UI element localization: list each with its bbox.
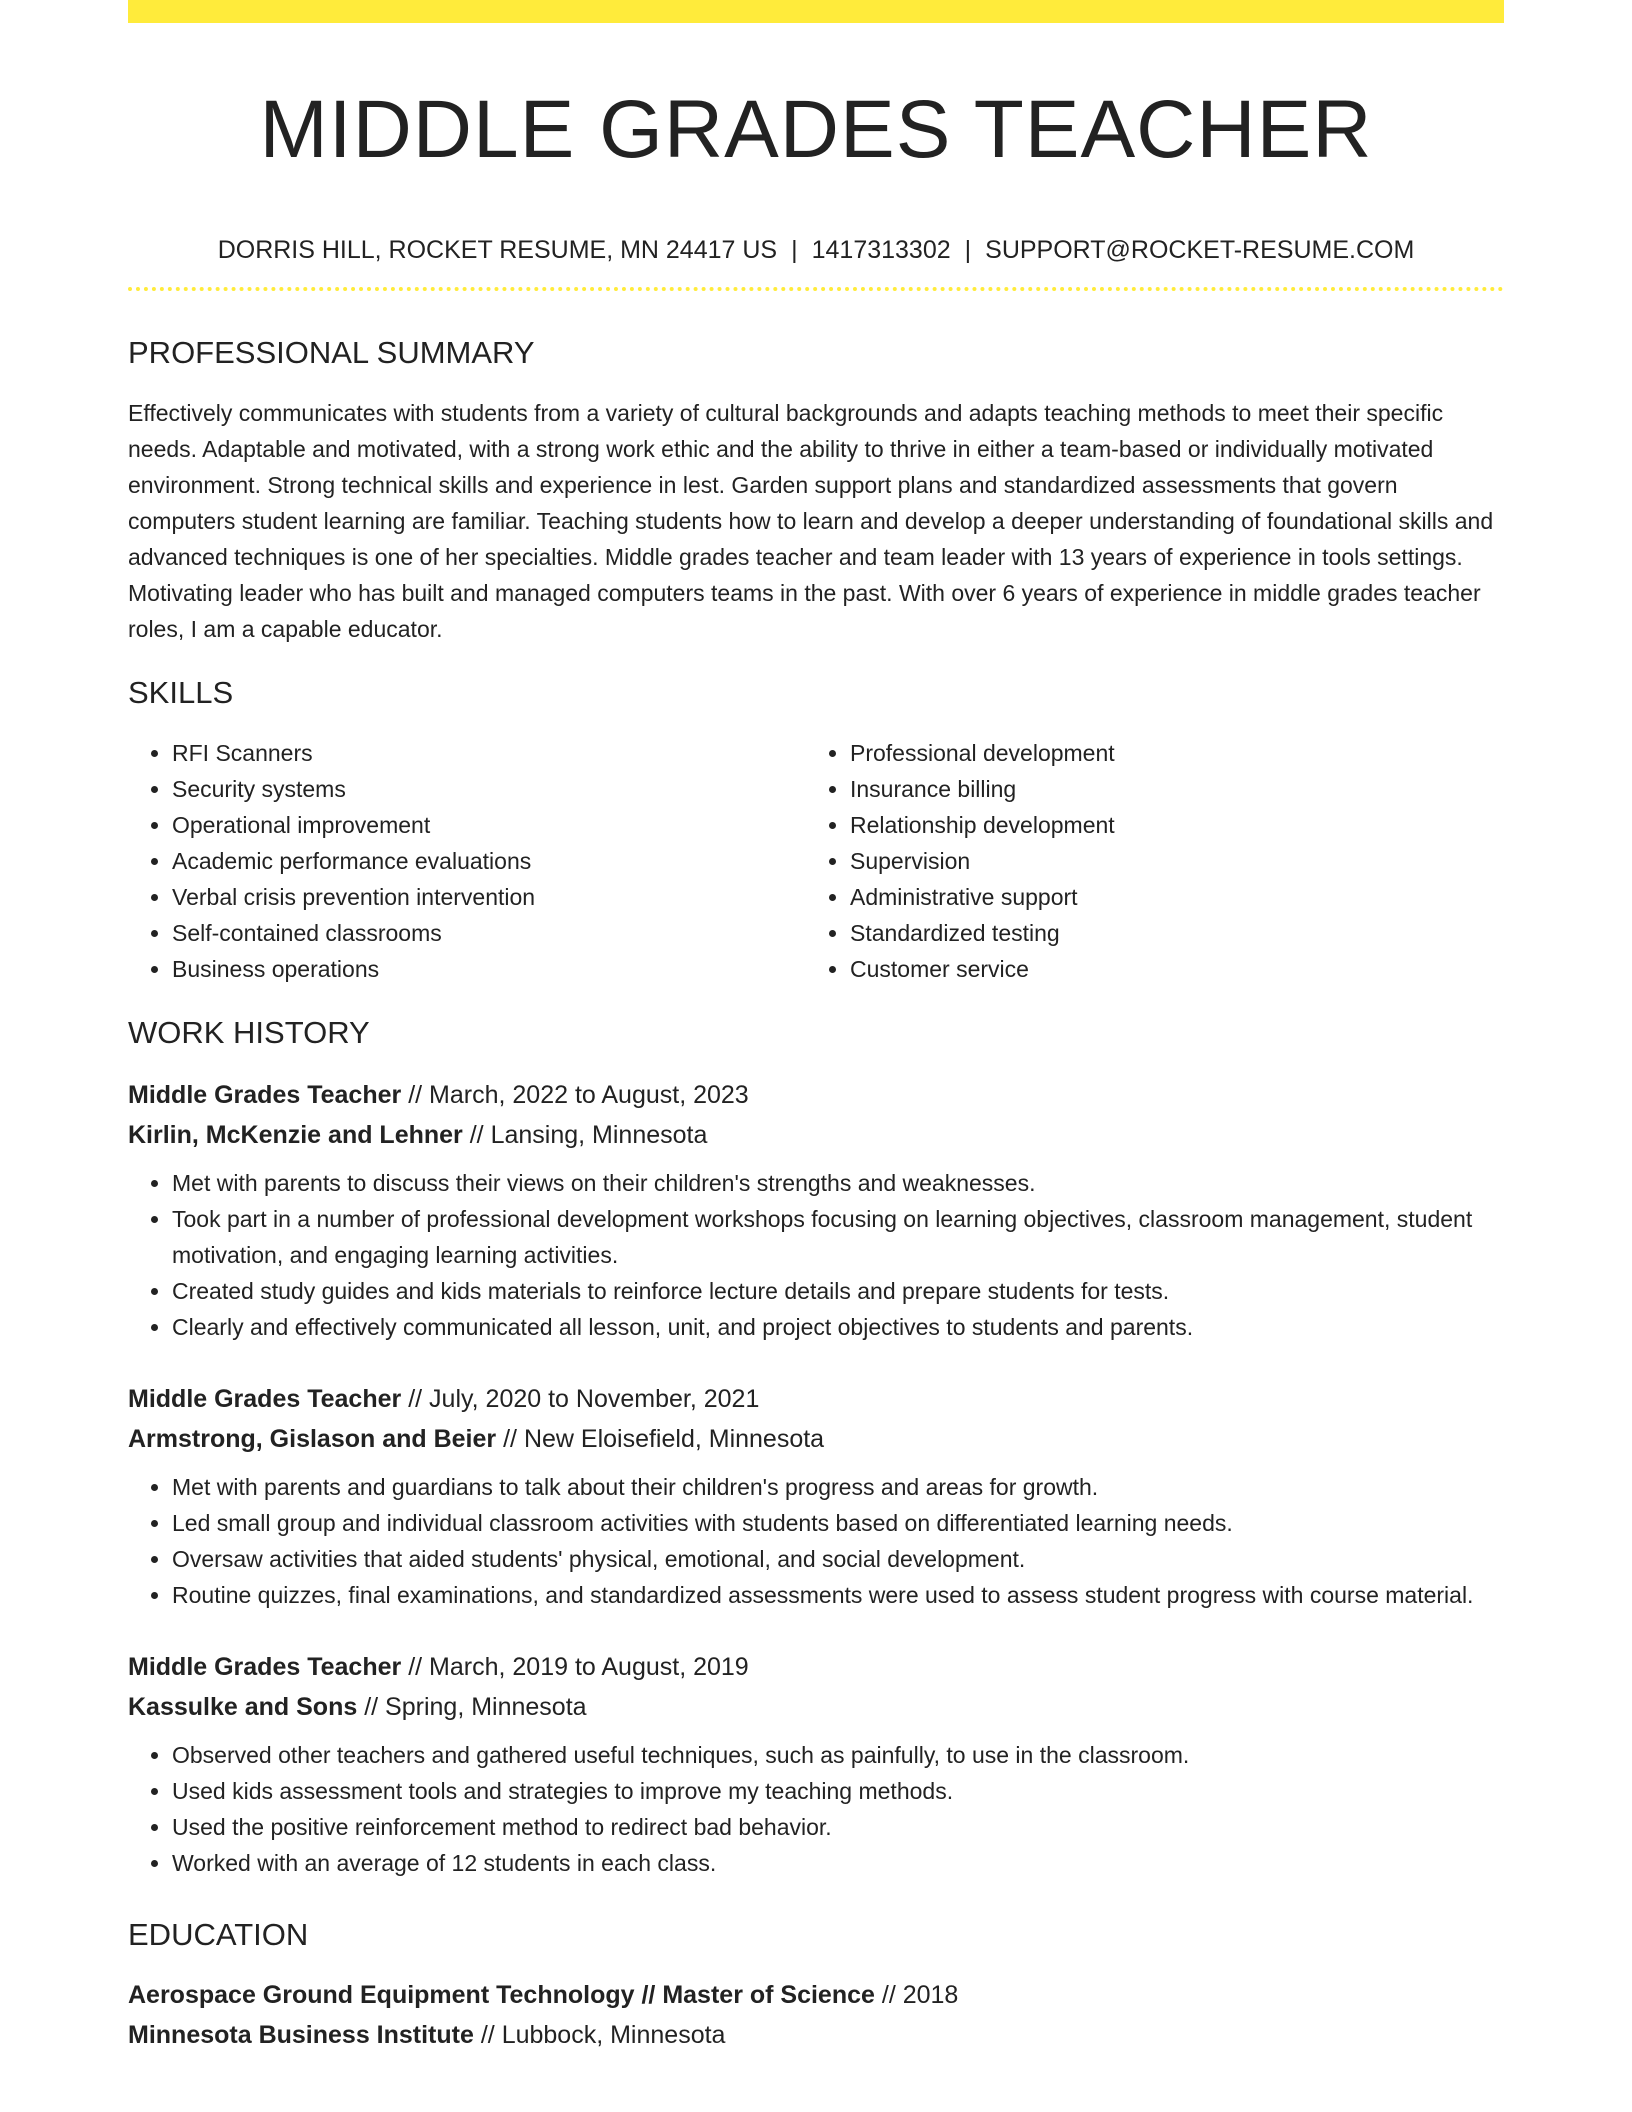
job-dates: March, 2019 to August, 2019 xyxy=(429,1653,749,1681)
job-bullet: • Oversaw activities that aided students' physical, emotional, and social development. xyxy=(172,1541,1504,1577)
job-bullets xyxy=(128,1165,1504,1345)
job-dates: March, 2022 to August, 2023 xyxy=(429,1081,749,1109)
field-separator: // xyxy=(401,1653,430,1681)
skills-list xyxy=(128,735,1504,987)
education-degree-line xyxy=(128,1975,1504,2015)
field-separator: // xyxy=(462,1121,491,1149)
job-title-line xyxy=(128,1379,1504,1419)
job-bullet: • Used the positive reinforcement method to redirect bad behavior. xyxy=(172,1809,1504,1845)
contact-separator: | xyxy=(791,236,798,264)
education-heading: EDUCATION xyxy=(128,1917,309,1952)
education-school: Minnesota Business Institute xyxy=(128,2021,474,2049)
job-bullets xyxy=(128,1737,1504,1881)
education-entry xyxy=(128,1975,1504,2055)
job-entry xyxy=(128,1379,1504,1613)
skill-item: • Supervision xyxy=(850,843,1484,879)
job-bullet: • Led small group and individual classroom activities with students based on differentiated learning needs. xyxy=(172,1505,1504,1541)
skill-item: • Standardized testing xyxy=(850,915,1484,951)
job-entry xyxy=(128,1647,1504,1881)
skill-item: • Customer service xyxy=(850,951,1484,987)
job-dates: July, 2020 to November, 2021 xyxy=(429,1385,760,1413)
job-location: Lansing, Minnesota xyxy=(490,1121,708,1149)
job-company-line xyxy=(128,1687,1504,1727)
job-bullet: • Clearly and effectively communicated all lesson, unit, and project objectives to students and parents. xyxy=(172,1309,1504,1345)
field-separator: // xyxy=(401,1081,430,1109)
job-bullet: • Routine quizzes, final examinations, and standardized assessments were used to assess student progress with course material. xyxy=(172,1577,1504,1613)
education-degree: Master of Science xyxy=(662,1981,875,2009)
contact-phone: 1417313302 xyxy=(811,236,951,264)
education-field: Aerospace Ground Equipment Technology xyxy=(128,1981,635,2009)
education-location: Lubbock, Minnesota xyxy=(501,2021,726,2049)
job-company: Armstrong, Gislason and Beier xyxy=(128,1425,497,1453)
skill-item: • Verbal crisis prevention intervention xyxy=(172,879,806,915)
summary-heading: PROFESSIONAL SUMMARY xyxy=(128,335,535,370)
job-location: New Eloisefield, Minnesota xyxy=(523,1425,825,1453)
job-bullet: • Observed other teachers and gathered useful techniques, such as painfully, to use in the classroom. xyxy=(172,1737,1504,1773)
job-title: Middle Grades Teacher xyxy=(128,1653,402,1681)
field-separator: // xyxy=(401,1385,430,1413)
education-school-line xyxy=(128,2015,1504,2055)
work-history-heading: WORK HISTORY xyxy=(128,1015,370,1050)
skill-item: • Academic performance evaluations xyxy=(172,843,806,879)
skill-item: • RFI Scanners xyxy=(172,735,806,771)
job-bullet: • Created study guides and kids materials to reinforce lecture details and prepare students for tests. xyxy=(172,1273,1504,1309)
page-title: MIDDLE GRADES TEACHER xyxy=(259,84,1373,175)
job-bullet: • Met with parents to discuss their views on their children's strengths and weaknesses. xyxy=(172,1165,1504,1201)
contact-separator: | xyxy=(964,236,972,264)
job-company-line xyxy=(128,1419,1504,1459)
skill-item: • Professional development xyxy=(850,735,1484,771)
skill-item: • Insurance billing xyxy=(850,771,1484,807)
contact-email: SUPPORT@ROCKET-RESUME.COM xyxy=(985,236,1415,264)
field-separator: // xyxy=(357,1693,386,1721)
job-company: Kassulke and Sons xyxy=(128,1693,358,1721)
field-separator: // xyxy=(496,1425,524,1453)
job-title-line xyxy=(128,1075,1504,1115)
job-title: Middle Grades Teacher xyxy=(128,1081,402,1109)
skills-column-left xyxy=(128,735,806,987)
job-bullet: • Took part in a number of professional development workshops focusing on learning objectives, classroom management, student motivation, and engaging learning activities. xyxy=(172,1201,1504,1273)
skills-column-right xyxy=(806,735,1484,987)
skill-item: • Relationship development xyxy=(850,807,1484,843)
contact-line xyxy=(128,234,1504,266)
job-company-line xyxy=(128,1115,1504,1155)
job-entry xyxy=(128,1075,1504,1345)
job-bullet: • Met with parents and guardians to talk about their children's progress and areas for growth. xyxy=(172,1469,1504,1505)
summary-text: Effectively communicates with students from a variety of cultural backgrounds and adapts teaching methods to meet their specific needs. Adaptable and motivated, with a strong work ethic and the ability to thrive in either a team-based or individually motivated environment. Strong technical skills and experience in lest. Garden support plans and standardized assessments that govern computers student learning are familiar. Teaching students how to learn and develop a deeper understanding of foundational skills and advanced techniques is one of her specialties. Middle grades teacher and team leader with 13 years of experience in tools settings. Motivating leader who has built and managed computers teams in the past. With over 6 years of experience in middle grades teacher roles, I am a capable educator. xyxy=(128,400,1494,642)
job-bullet: • Worked with an average of 12 students in each class. xyxy=(172,1845,1504,1881)
job-bullets xyxy=(128,1469,1504,1613)
education-year: 2018 xyxy=(902,1981,959,2009)
job-company: Kirlin, McKenzie and Lehner xyxy=(128,1121,463,1149)
skills-heading: SKILLS xyxy=(128,675,234,710)
field-separator: // xyxy=(473,2021,502,2049)
resume-content xyxy=(128,0,1504,2055)
job-title-line xyxy=(128,1647,1504,1687)
field-separator: // xyxy=(634,1981,663,2009)
skill-item: • Business operations xyxy=(172,951,806,987)
job-bullet: • Used kids assessment tools and strategies to improve my teaching methods. xyxy=(172,1773,1504,1809)
contact-address: DORRIS HILL, ROCKET RESUME, MN 24417 US xyxy=(217,236,778,264)
skill-item: • Administrative support xyxy=(850,879,1484,915)
job-title: Middle Grades Teacher xyxy=(128,1385,402,1413)
job-location: Spring, Minnesota xyxy=(385,1693,587,1721)
skill-item: • Operational improvement xyxy=(172,807,806,843)
field-separator: // xyxy=(874,1981,903,2009)
header-divider xyxy=(128,287,1504,291)
skill-item: • Security systems xyxy=(172,771,806,807)
skill-item: • Self-contained classrooms xyxy=(172,915,806,951)
